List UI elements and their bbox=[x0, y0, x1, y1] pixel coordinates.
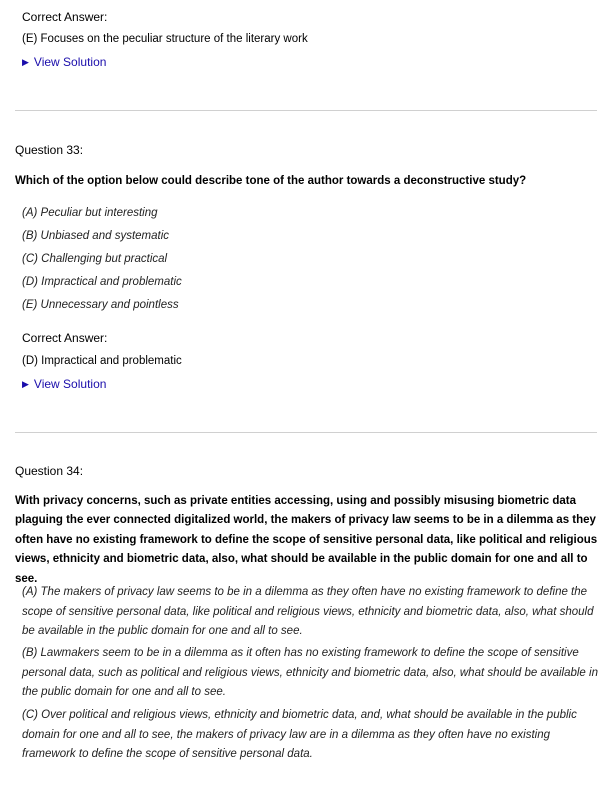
option-b[interactable]: (B) Unbiased and systematic bbox=[22, 230, 170, 242]
question-text: Which of the option below could describe tone of the author towards a deconstructive study? bbox=[15, 175, 527, 187]
question-number: Question 33: bbox=[15, 143, 84, 157]
option-a[interactable]: (A) The makers of privacy law seems to be in a dilemma as they often have no existing framework to define the scope of sensitive personal data, like political and religious views, ethnicity and biometric data, also, what should be available in the public domain for one and all to see. bbox=[22, 586, 594, 638]
correct-answer-text: (D) Impractical and problematic bbox=[22, 355, 182, 367]
view-solution-link[interactable] bbox=[22, 377, 106, 391]
triangle-right-icon: ▶ bbox=[22, 379, 29, 389]
view-solution-link[interactable] bbox=[22, 55, 106, 69]
divider bbox=[15, 110, 597, 111]
triangle-right-icon: ▶ bbox=[22, 57, 29, 67]
correct-answer-label: Correct Answer: bbox=[22, 10, 108, 24]
correct-answer-label: Correct Answer: bbox=[22, 331, 108, 345]
divider bbox=[15, 432, 597, 433]
correct-answer-text: (E) Focuses on the peculiar structure of the literary work bbox=[22, 33, 308, 45]
view-solution-label: View Solution bbox=[33, 377, 107, 391]
option-b[interactable]: (B) Lawmakers seem to be in a dilemma as it often has no existing framework to define the scope of sensitive personal data, such as political and religious views, ethnicity and biometric data, also, what should be available in the public domain for one and all to see. bbox=[22, 647, 598, 699]
option-a[interactable]: (A) Peculiar but interesting bbox=[22, 207, 158, 219]
view-solution-label: View Solution bbox=[33, 55, 107, 69]
question-text: With privacy concerns, such as private entities accessing, using and possibly misusing biometric data plaguing the ever connected digitalized world, the makers of privacy law seems to be in a dilemma as they often have no existing framework to define the scope of sensitive personal data, like political and religious views, ethnicity and biometric data, also, what should be available in the public domain for one and all to see. bbox=[15, 495, 598, 585]
option-d[interactable]: (D) Impractical and problematic bbox=[22, 276, 182, 288]
option-c[interactable]: (C) Challenging but practical bbox=[22, 253, 168, 265]
question-number: Question 34: bbox=[15, 464, 84, 478]
option-c[interactable]: (C) Over political and religious views, ethnicity and biometric data, and, what should be available in the public domain for one and all to see, the makers of privacy law are in a dilemma as they often have no existing framework to define the scope of sensitive personal data. bbox=[22, 709, 577, 761]
option-e[interactable]: (E) Unnecessary and pointless bbox=[22, 299, 179, 311]
